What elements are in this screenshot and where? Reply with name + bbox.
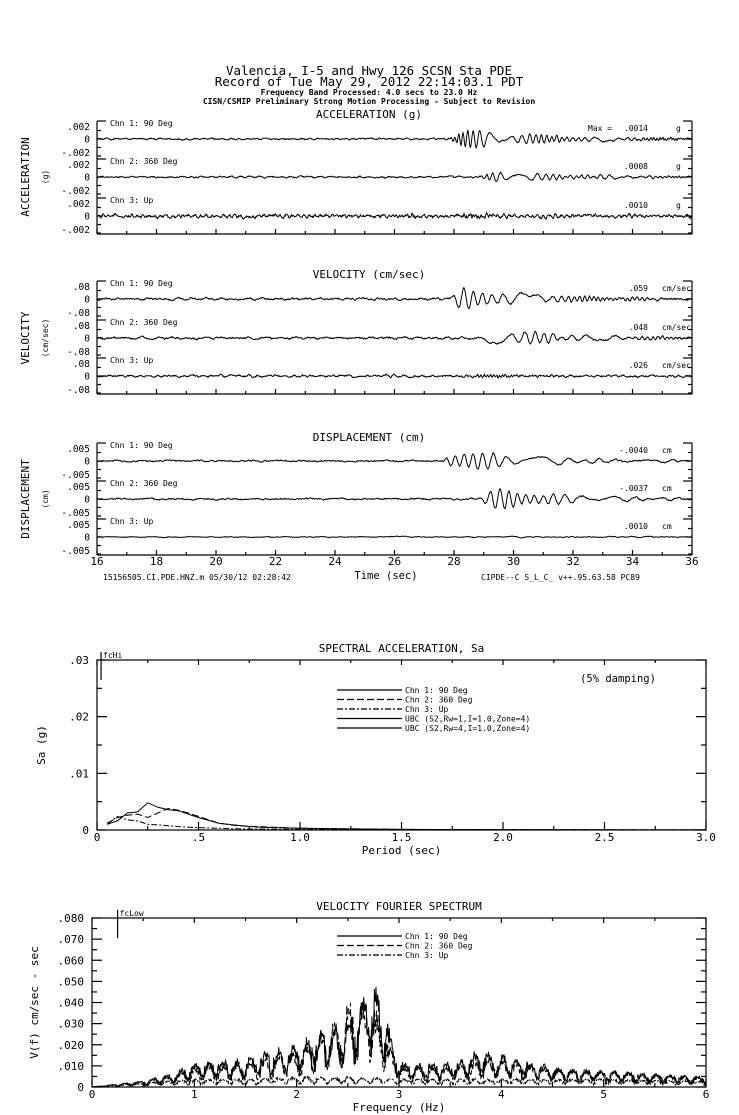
panel-title: DISPLACEMENT (cm) xyxy=(312,431,426,444)
y-tick-label: 0 xyxy=(77,1081,84,1094)
y-tick-label: .02 xyxy=(69,710,89,724)
y-tick-label: -.08 xyxy=(67,347,90,358)
y-tick-label: 0 xyxy=(84,333,90,345)
footer-file-info: 15156505.CI.PDE.HNZ.m 05/30/12 02:28:42 xyxy=(103,573,291,582)
peak-value: .0014 xyxy=(623,124,648,133)
y-tick-label: .030 xyxy=(57,1017,84,1031)
y-tick-label: .050 xyxy=(57,975,84,989)
peak-value: .0010 xyxy=(623,522,648,531)
waveform-trace xyxy=(97,172,692,181)
y-tick-label: 0 xyxy=(84,494,90,506)
channel-label: Chn 2: 360 Deg xyxy=(110,157,178,166)
y-tick-label: -.005 xyxy=(61,546,90,557)
plot-title: VELOCITY FOURIER SPECTRUM xyxy=(316,900,482,913)
plot-layers xyxy=(19,108,716,1114)
processing-note: CISN/CSMIP Preliminary Strong Motion Processing - Subject to Revision xyxy=(202,97,536,106)
legend-entry: Chn 1: 90 Deg xyxy=(405,686,468,695)
channel-label: Chn 1: 90 Deg xyxy=(110,119,173,128)
x-tick-label: 2.0 xyxy=(493,831,513,844)
y-axis-label: DISPLACEMENT xyxy=(19,459,32,539)
y-tick-label: .01 xyxy=(69,767,89,781)
x-axis-label: Time (sec) xyxy=(354,570,418,582)
y-axis-units: (cm) xyxy=(41,489,50,509)
waveform-trace xyxy=(97,536,692,538)
peak-unit: cm/sec xyxy=(662,284,691,293)
frequency-band: Frequency Band Processed: 4.0 secs to 23.0 Hz xyxy=(260,88,478,97)
channel-label: Chn 2: 360 Deg xyxy=(110,479,178,488)
peak-unit: g xyxy=(676,162,681,171)
peak-value: -.0040 xyxy=(619,446,648,455)
x-tick-label: 24 xyxy=(328,555,342,568)
cutoff-marker-label: fcLow xyxy=(119,909,144,918)
peak-unit: cm xyxy=(662,446,672,455)
waveform-trace xyxy=(97,453,692,469)
x-axis-label: Frequency (Hz) xyxy=(352,1101,446,1114)
channel-label: Chn 1: 90 Deg xyxy=(110,279,173,288)
cutoff-marker-label: fcHi xyxy=(103,651,123,660)
y-tick-label: -.002 xyxy=(61,225,90,236)
x-tick-label: 26 xyxy=(387,555,402,568)
y-tick-label: .03 xyxy=(69,654,89,667)
y-axis-label: Sa (g) xyxy=(35,725,48,765)
x-tick-label: 16 xyxy=(90,555,104,568)
x-tick-label: 0 xyxy=(88,1088,96,1101)
station-title: Valencia, I-5 and Hwy 126 SCSN Sta PDE xyxy=(226,63,512,78)
waveform-trace xyxy=(97,213,692,219)
y-tick-label: .002 xyxy=(67,160,90,171)
legend-entry: Chn 2: 360 Deg xyxy=(405,695,473,705)
peak-value: .026 xyxy=(628,361,648,370)
x-tick-label: 0 xyxy=(93,831,101,844)
y-tick-label: .040 xyxy=(57,996,84,1010)
footer-processing-info: CIPDE--C S_L_C_ v++.95.63.58 PC89 xyxy=(481,573,640,582)
x-tick-label: 3.0 xyxy=(696,831,716,844)
damping-note: (5% damping) xyxy=(580,673,656,685)
peak-value: .0010 xyxy=(623,201,648,210)
waveform-trace xyxy=(97,374,692,378)
y-tick-label: .08 xyxy=(72,282,90,293)
y-tick-label: 0 xyxy=(84,532,90,544)
y-tick-label: 0 xyxy=(84,456,90,468)
y-tick-label: 0 xyxy=(84,172,90,184)
max-prefix: Max = xyxy=(588,124,613,133)
x-tick-label: 6 xyxy=(702,1088,710,1101)
peak-unit: cm/sec xyxy=(662,323,691,332)
waveform-trace xyxy=(97,131,692,148)
x-tick-label: 1.0 xyxy=(290,831,310,844)
plot-title: SPECTRAL ACCELERATION, Sa xyxy=(318,642,485,655)
x-tick-label: .5 xyxy=(191,831,206,844)
y-tick-label: -.08 xyxy=(67,385,90,396)
x-tick-label: 2 xyxy=(293,1088,300,1101)
y-tick-label: .002 xyxy=(67,122,90,133)
channel-label: Chn 3: Up xyxy=(110,356,154,365)
peak-value: .048 xyxy=(628,323,648,332)
x-tick-label: 20 xyxy=(209,555,223,568)
y-tick-label: .020 xyxy=(57,1038,84,1052)
y-tick-label: 0 xyxy=(84,211,90,223)
y-tick-label: -.002 xyxy=(61,148,90,159)
y-tick-label: -.005 xyxy=(61,508,90,519)
waveform-trace xyxy=(97,288,692,309)
y-tick-label: .060 xyxy=(57,954,84,968)
x-tick-label: 22 xyxy=(268,555,283,568)
y-tick-label: -.005 xyxy=(61,470,90,481)
peak-value: .0008 xyxy=(623,162,648,171)
x-tick-label: 18 xyxy=(149,555,164,568)
y-tick-label: .010 xyxy=(57,1059,84,1073)
peak-unit: cm xyxy=(662,522,672,531)
record-time: Record of Tue May 29, 2012 22:14:03.1 PDT xyxy=(214,74,524,89)
x-tick-label: 36 xyxy=(685,555,699,568)
plot-frame xyxy=(92,918,706,1087)
y-tick-label: 0 xyxy=(84,371,90,383)
legend-entry: UBC (S2,Rw=4,I=1.0,Zone=4) xyxy=(405,724,531,733)
x-tick-label: 30 xyxy=(506,555,521,568)
channel-label: Chn 2: 360 Deg xyxy=(110,318,178,327)
peak-value: -.0037 xyxy=(619,484,648,493)
x-tick-label: 4 xyxy=(498,1088,505,1101)
waveform-trace xyxy=(97,331,692,344)
x-tick-label: 1.5 xyxy=(391,831,412,844)
peak-unit: cm xyxy=(662,484,672,493)
y-tick-label: 0 xyxy=(84,294,90,306)
y-tick-label: .080 xyxy=(57,912,84,925)
legend-entry: Chn 2: 360 Deg xyxy=(405,941,473,951)
x-tick-label: 28 xyxy=(447,555,461,568)
x-tick-label: 34 xyxy=(625,555,640,568)
x-axis-label: Period (sec) xyxy=(361,844,442,857)
peak-unit: g xyxy=(676,201,681,210)
x-tick-label: 3 xyxy=(395,1088,403,1101)
y-axis-units: (g) xyxy=(41,169,50,185)
plot-frame xyxy=(97,660,706,830)
y-tick-label: .002 xyxy=(67,199,90,210)
legend-entry: Chn 3: Up xyxy=(405,705,449,714)
legend-entry: UBC (S2,Rw=1,I=1.0,Zone=4) xyxy=(405,714,531,724)
x-tick-label: 1 xyxy=(191,1088,198,1101)
y-tick-label: .005 xyxy=(67,482,90,493)
panel-title: ACCELERATION (g) xyxy=(316,108,422,121)
spectral-curve xyxy=(107,809,706,830)
channel-label: Chn 3: Up xyxy=(110,517,154,526)
y-tick-label: -.08 xyxy=(67,308,90,319)
y-axis-label: VELOCITY xyxy=(19,311,32,365)
record-header xyxy=(203,63,536,106)
panel-title: VELOCITY (cm/sec) xyxy=(312,268,426,281)
x-tick-label: 32 xyxy=(566,555,580,568)
peak-unit: cm/sec xyxy=(662,361,691,370)
y-axis-label: V(f) cm/sec - sec xyxy=(28,946,41,1059)
y-tick-label: 0 xyxy=(82,824,89,837)
y-tick-label: .08 xyxy=(72,321,90,332)
y-tick-label: .08 xyxy=(72,359,90,370)
legend-entry: Chn 1: 90 Deg xyxy=(405,932,468,941)
legend-entry: Chn 3: Up xyxy=(405,951,449,960)
peak-unit: g xyxy=(676,124,681,133)
y-tick-label: -.002 xyxy=(61,186,90,197)
spectral-curve xyxy=(107,816,706,830)
x-tick-label: 2.5 xyxy=(594,831,615,844)
y-tick-label: .005 xyxy=(67,444,90,455)
y-tick-label: .005 xyxy=(67,520,90,531)
y-tick-label: .070 xyxy=(57,933,84,947)
channel-label: Chn 3: Up xyxy=(110,196,154,205)
y-tick-label: 0 xyxy=(84,134,90,146)
waveform-trace xyxy=(97,489,692,509)
channel-label: Chn 1: 90 Deg xyxy=(110,441,173,450)
x-tick-label: 5 xyxy=(600,1088,607,1101)
y-axis-label: ACCELERATION xyxy=(19,137,32,217)
peak-value: .059 xyxy=(628,284,648,293)
y-axis-units: (cm/sec) xyxy=(41,318,50,358)
